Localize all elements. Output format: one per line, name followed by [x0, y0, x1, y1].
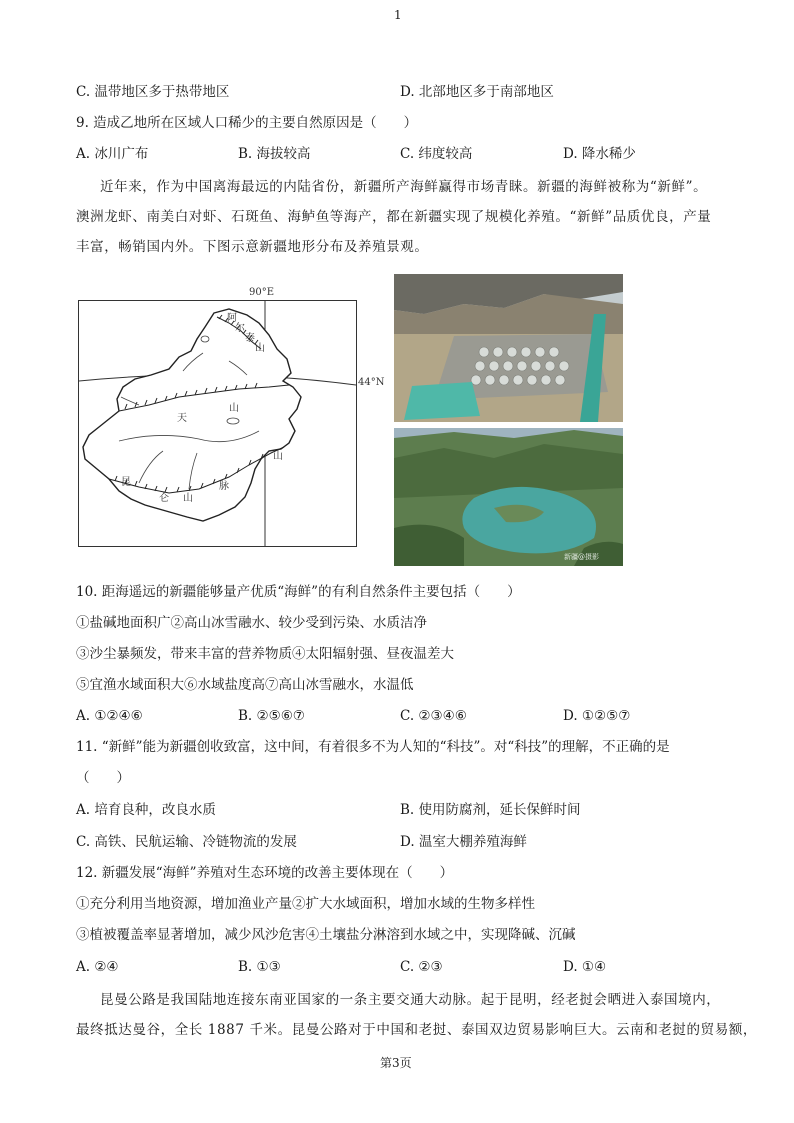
- longitude-label: 90°E: [249, 287, 275, 298]
- altai-label-4: 山: [255, 343, 265, 354]
- passage1-line2: 澳洲龙虾、南美白对虾、石斑鱼、海鲈鱼等海产，都在新疆实现了规模化养殖。“新鲜”品质优良，产量: [76, 209, 712, 225]
- q11-option-b: B. 使用防腐剂，延长保鲜时间: [400, 802, 581, 818]
- altai-label-3: 泰: [245, 333, 255, 344]
- tianshan-label-1: 天: [177, 413, 187, 424]
- q11-answer-paren: （ ）: [76, 770, 130, 786]
- q12-option-d: D. ①④: [563, 959, 607, 975]
- top-page-marker: 1: [394, 8, 402, 22]
- altai-label-2: 尔: [235, 323, 245, 334]
- q9-option-c: C. 纬度较高: [400, 146, 473, 162]
- q12-option-b: B. ①③: [238, 959, 281, 975]
- q12-option-a: A. ②④: [76, 959, 119, 975]
- q8-option-c: C. 温带地区多于热带地区: [76, 84, 230, 100]
- q12-option-c: C. ②③: [400, 959, 443, 975]
- passage1-line3: 丰富，畅销国内外。下图示意新疆地形分布及养殖景观。: [76, 239, 429, 255]
- q9-option-a: A. 冰川广布: [76, 146, 149, 162]
- q8-option-d: D. 北部地区多于南部地区: [400, 84, 554, 100]
- q12-statement-line2: ③植被覆盖率显著增加，减少风沙危害④土壤盐分淋溶到水域之中，实现降碱、沉碱: [76, 927, 576, 943]
- q10-stem: 10. 距海遥远的新疆能够量产优质“海鲜”的有利自然条件主要包括（ ）: [76, 584, 521, 600]
- tianshan-label-2: 山: [229, 403, 239, 414]
- kunlun-label-1: 昆: [121, 477, 131, 488]
- q10-option-b: B. ②⑤⑥⑦: [238, 708, 305, 724]
- q10-statement-line1: ①盐碱地面积广②高山冰雪融水、较少受到污染、水质洁净: [76, 615, 427, 631]
- q11-stem: 11. “新鲜”能为新疆创收致富，这中间，有着很多不为人知的“科技”。对“科技”的理解，不正确的是: [76, 739, 670, 755]
- altai-label-1: 阿: [227, 313, 237, 324]
- q12-stem: 12. 新疆发展“海鲜”养殖对生态环境的改善主要体现在（ ）: [76, 865, 454, 881]
- q10-statement-line2: ③沙尘暴频发，带来丰富的营养物质④太阳辐射强、昼夜温差大: [76, 646, 454, 662]
- kunlun-label-3: 山: [183, 493, 193, 504]
- q11-option-a: A. 培育良种，改良水质: [76, 802, 216, 818]
- page-footer-label: 第3页: [380, 1056, 412, 1070]
- kunlun-label-2: 仑: [159, 493, 169, 504]
- photo-watermark: 新疆@摄影: [564, 553, 599, 561]
- q10-option-a: A. ①②④⑥: [76, 708, 143, 724]
- aquaculture-ponds-photo: [394, 274, 623, 422]
- map-svg: [79, 301, 356, 546]
- q10-statement-line3: ⑤宜渔水域面积大⑥水域盐度高⑦高山冰雪融水，水温低: [76, 677, 414, 693]
- q10-option-d: D. ①②⑤⑦: [563, 708, 631, 724]
- reservoir-canyon-photo: [394, 428, 623, 566]
- passage2-line2: 最终抵达曼谷，全长 1887 千米。昆曼公路对于中国和老挝、泰国双边贸易影响巨大。云南和老挝的贸易额，: [76, 1022, 758, 1038]
- passage2-line1: 昆曼公路是我国陆地连接东南亚国家的一条主要交通大动脉。起于昆明，经老挝会晒进入泰国境内，: [100, 992, 721, 1008]
- altun-label: 山: [273, 451, 283, 462]
- q10-option-c: C. ②③④⑥: [400, 708, 467, 724]
- q9-option-d: D. 降水稀少: [563, 146, 636, 162]
- q9-option-b: B. 海拔较高: [238, 146, 311, 162]
- q12-statement-line1: ①充分利用当地资源，增加渔业产量②扩大水域面积，增加水域的生物多样性: [76, 896, 535, 912]
- q11-option-c: C. 高铁、民航运输、冷链物流的发展: [76, 834, 297, 850]
- passage1-line1: 近年来，作为中国离海最远的内陆省份，新疆所产海鲜赢得市场青睐。新疆的海鲜被称为“新鲜”。: [100, 179, 708, 195]
- xinjiang-terrain-map: [78, 287, 385, 547]
- kunlun-label-4: 脉: [219, 481, 229, 492]
- latitude-label: 44°N: [358, 377, 385, 388]
- q9-stem: 9. 造成乙地所在区域人口稀少的主要自然原因是（ ）: [76, 115, 418, 131]
- q11-option-d: D. 温室大棚养殖海鲜: [400, 834, 527, 850]
